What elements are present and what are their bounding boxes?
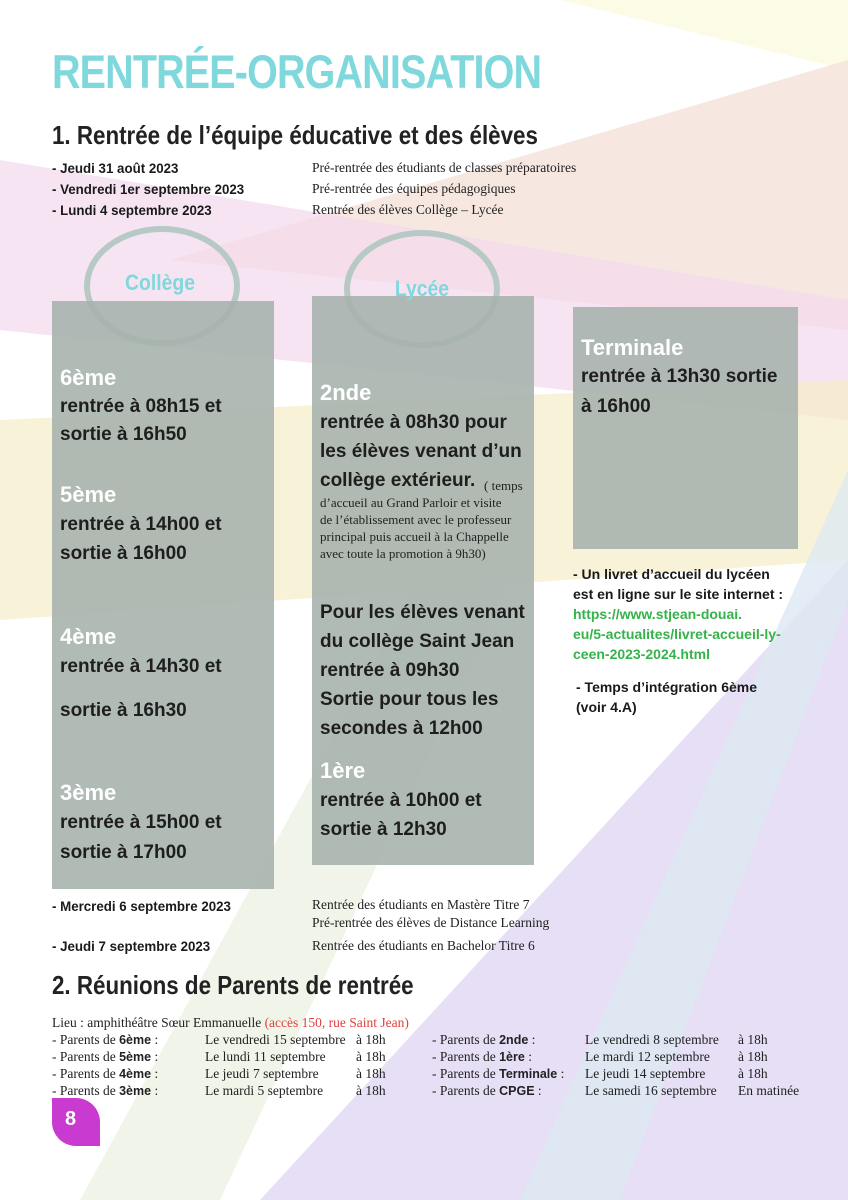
lieu-label: Lieu : amphithéâtre Sœur Emmanuelle [52,1015,262,1030]
schedule-date: - Jeudi 31 août 2023 [52,160,179,176]
row-level: 3ème [119,1084,152,1098]
schedule-desc: Rentrée des élèves Collège – Lycée [312,202,504,217]
level-text: rentrée à 09h30 [320,660,460,681]
row-time: à 18h [738,1066,768,1081]
level-text: du collège Saint Jean [320,631,515,652]
lieu-line [52,1015,409,1031]
parents-row [432,1049,822,1066]
schedule-date: - Jeudi 7 septembre 2023 [52,938,211,954]
row-prefix: - Parents de [432,1083,500,1098]
parents-row [432,1083,822,1100]
row-date: Le jeudi 7 septembre [205,1066,319,1081]
row-level: 5ème [119,1050,152,1064]
row-level: CPGE [499,1084,535,1098]
livret-link[interactable]: eu/5-actualites/livret-accueil-ly- [573,626,781,642]
college-label: Collège [125,270,195,295]
level-text: sortie à 16h50 [60,424,187,445]
level-text: sortie à 12h30 [320,819,447,840]
row-time: En matinée [738,1083,800,1098]
row-time: à 18h [356,1032,386,1047]
row-time: à 18h [738,1032,768,1047]
row-prefix: - Parents de [432,1066,500,1081]
row-suffix: : [151,1049,159,1064]
row-prefix: - Parents de [52,1032,120,1047]
level-text: rentrée à 13h30 sortie [581,366,778,387]
row-level: 2nde [499,1033,529,1047]
row-suffix: : [557,1066,565,1081]
level-name: 1ère [320,758,366,783]
level-text: rentrée à 08h15 et [60,396,222,417]
level-text: Pour les élèves venant [320,602,525,623]
livret-note: est en ligne sur le site internet : [573,586,784,602]
row-time: à 18h [738,1049,768,1064]
level-text: rentrée à 08h30 pour [320,412,507,433]
row-date: Le samedi 16 septembre [585,1083,717,1098]
row-date: Le vendredi 15 septembre [205,1032,346,1047]
level-text: sortie à 16h00 [60,543,187,564]
level-text: rentrée à 10h00 et [320,790,482,811]
level-text: à 16h00 [581,396,651,417]
parents-row [52,1083,412,1100]
level-text: les élèves venant d’un [320,441,522,462]
row-suffix: : [528,1032,536,1047]
page-number-badge [52,1098,100,1146]
schedule-desc: Rentrée des étudiants en Bachelor Titre 6 [312,938,535,953]
level-text: collège extérieur. [320,470,476,491]
row-prefix: - Parents de [52,1049,120,1064]
row-suffix: : [534,1083,542,1098]
parents-row [432,1066,822,1083]
row-time: à 18h [356,1049,386,1064]
seconde-note: de l’établissement avec le professeur [320,512,512,527]
level-name: Terminale [581,335,684,360]
row-date: Le jeudi 14 septembre [585,1066,706,1081]
row-prefix: - Parents de [432,1049,500,1064]
schedule-desc: Pré-rentrée des élèves de Distance Learning [312,915,550,930]
row-level: 4ème [119,1067,152,1081]
row-suffix: : [151,1032,159,1047]
level-text: rentrée à 14h00 et [60,514,222,535]
integration-note: - Temps d’intégration 6ème [576,679,757,695]
row-level: 6ème [119,1033,152,1047]
seconde-note: principal puis accueil à la Chappelle [320,529,509,544]
parents-row [52,1032,412,1049]
parents-row [52,1049,412,1066]
row-prefix: - Parents de [52,1066,120,1081]
level-text: rentrée à 15h00 et [60,812,222,833]
schedule-desc: Pré-rentrée des étudiants de classes préparatoires [312,160,577,175]
row-level: 1ère [499,1050,525,1064]
level-name: 5ème [60,482,117,507]
schedule-desc: Pré-rentrée des équipes pédagogiques [312,181,516,196]
row-date: Le vendredi 8 septembre [585,1032,719,1047]
livret-note: - Un livret d’accueil du lycéen [573,566,770,582]
schedule-date: - Mercredi 6 septembre 2023 [52,898,231,914]
row-prefix: - Parents de [52,1083,120,1098]
level-name: 6ème [60,365,117,390]
row-suffix: : [151,1083,159,1098]
level-name: 3ème [60,780,117,805]
row-level: Terminale [499,1067,558,1081]
page-number: 8 [65,1108,77,1130]
lycee-label: Lycée [394,276,450,301]
seconde-note: d’accueil au Grand Parloir et visite [320,495,502,510]
schedule-date: - Lundi 4 septembre 2023 [52,202,212,218]
level-text: secondes à 12h00 [320,718,483,739]
row-suffix: : [524,1049,532,1064]
parents-row [432,1032,822,1049]
lieu-address: (accès 150, rue Saint Jean) [264,1015,409,1030]
level-name: 2nde [320,380,372,405]
level-text: sortie à 17h00 [60,842,187,863]
row-time: à 18h [356,1083,386,1098]
livret-link[interactable]: ceen-2023-2024.html [573,646,710,662]
integration-note: (voir 4.A) [576,699,637,715]
row-date: Le lundi 11 septembre [205,1049,326,1064]
row-time: à 18h [356,1066,386,1081]
level-text: rentrée à 14h30 et [60,656,222,677]
section-2-heading: 2. Réunions de Parents de rentrée [52,970,414,1000]
parents-row [52,1066,412,1083]
level-text: Sortie pour tous les [320,689,499,710]
row-prefix: - Parents de [432,1032,500,1047]
page-title: RENTRÉE-ORGANISATION [52,45,542,98]
seconde-note: avec toute la promotion à 9h30) [320,546,486,561]
level-text: sortie à 16h30 [60,700,187,721]
row-date: Le mardi 12 septembre [585,1049,710,1064]
row-date: Le mardi 5 septembre [205,1083,324,1098]
seconde-note: ( temps [484,478,523,493]
row-suffix: : [151,1066,159,1081]
schedule-date: - Vendredi 1er septembre 2023 [52,181,245,197]
livret-link[interactable]: https://www.stjean-douai. [573,606,743,622]
level-name: 4ème [60,624,117,649]
section-1-heading: 1. Rentrée de l’équipe éducative et des élèves [52,120,538,150]
schedule-desc: Rentrée des étudiants en Mastère Titre 7 [312,897,530,912]
